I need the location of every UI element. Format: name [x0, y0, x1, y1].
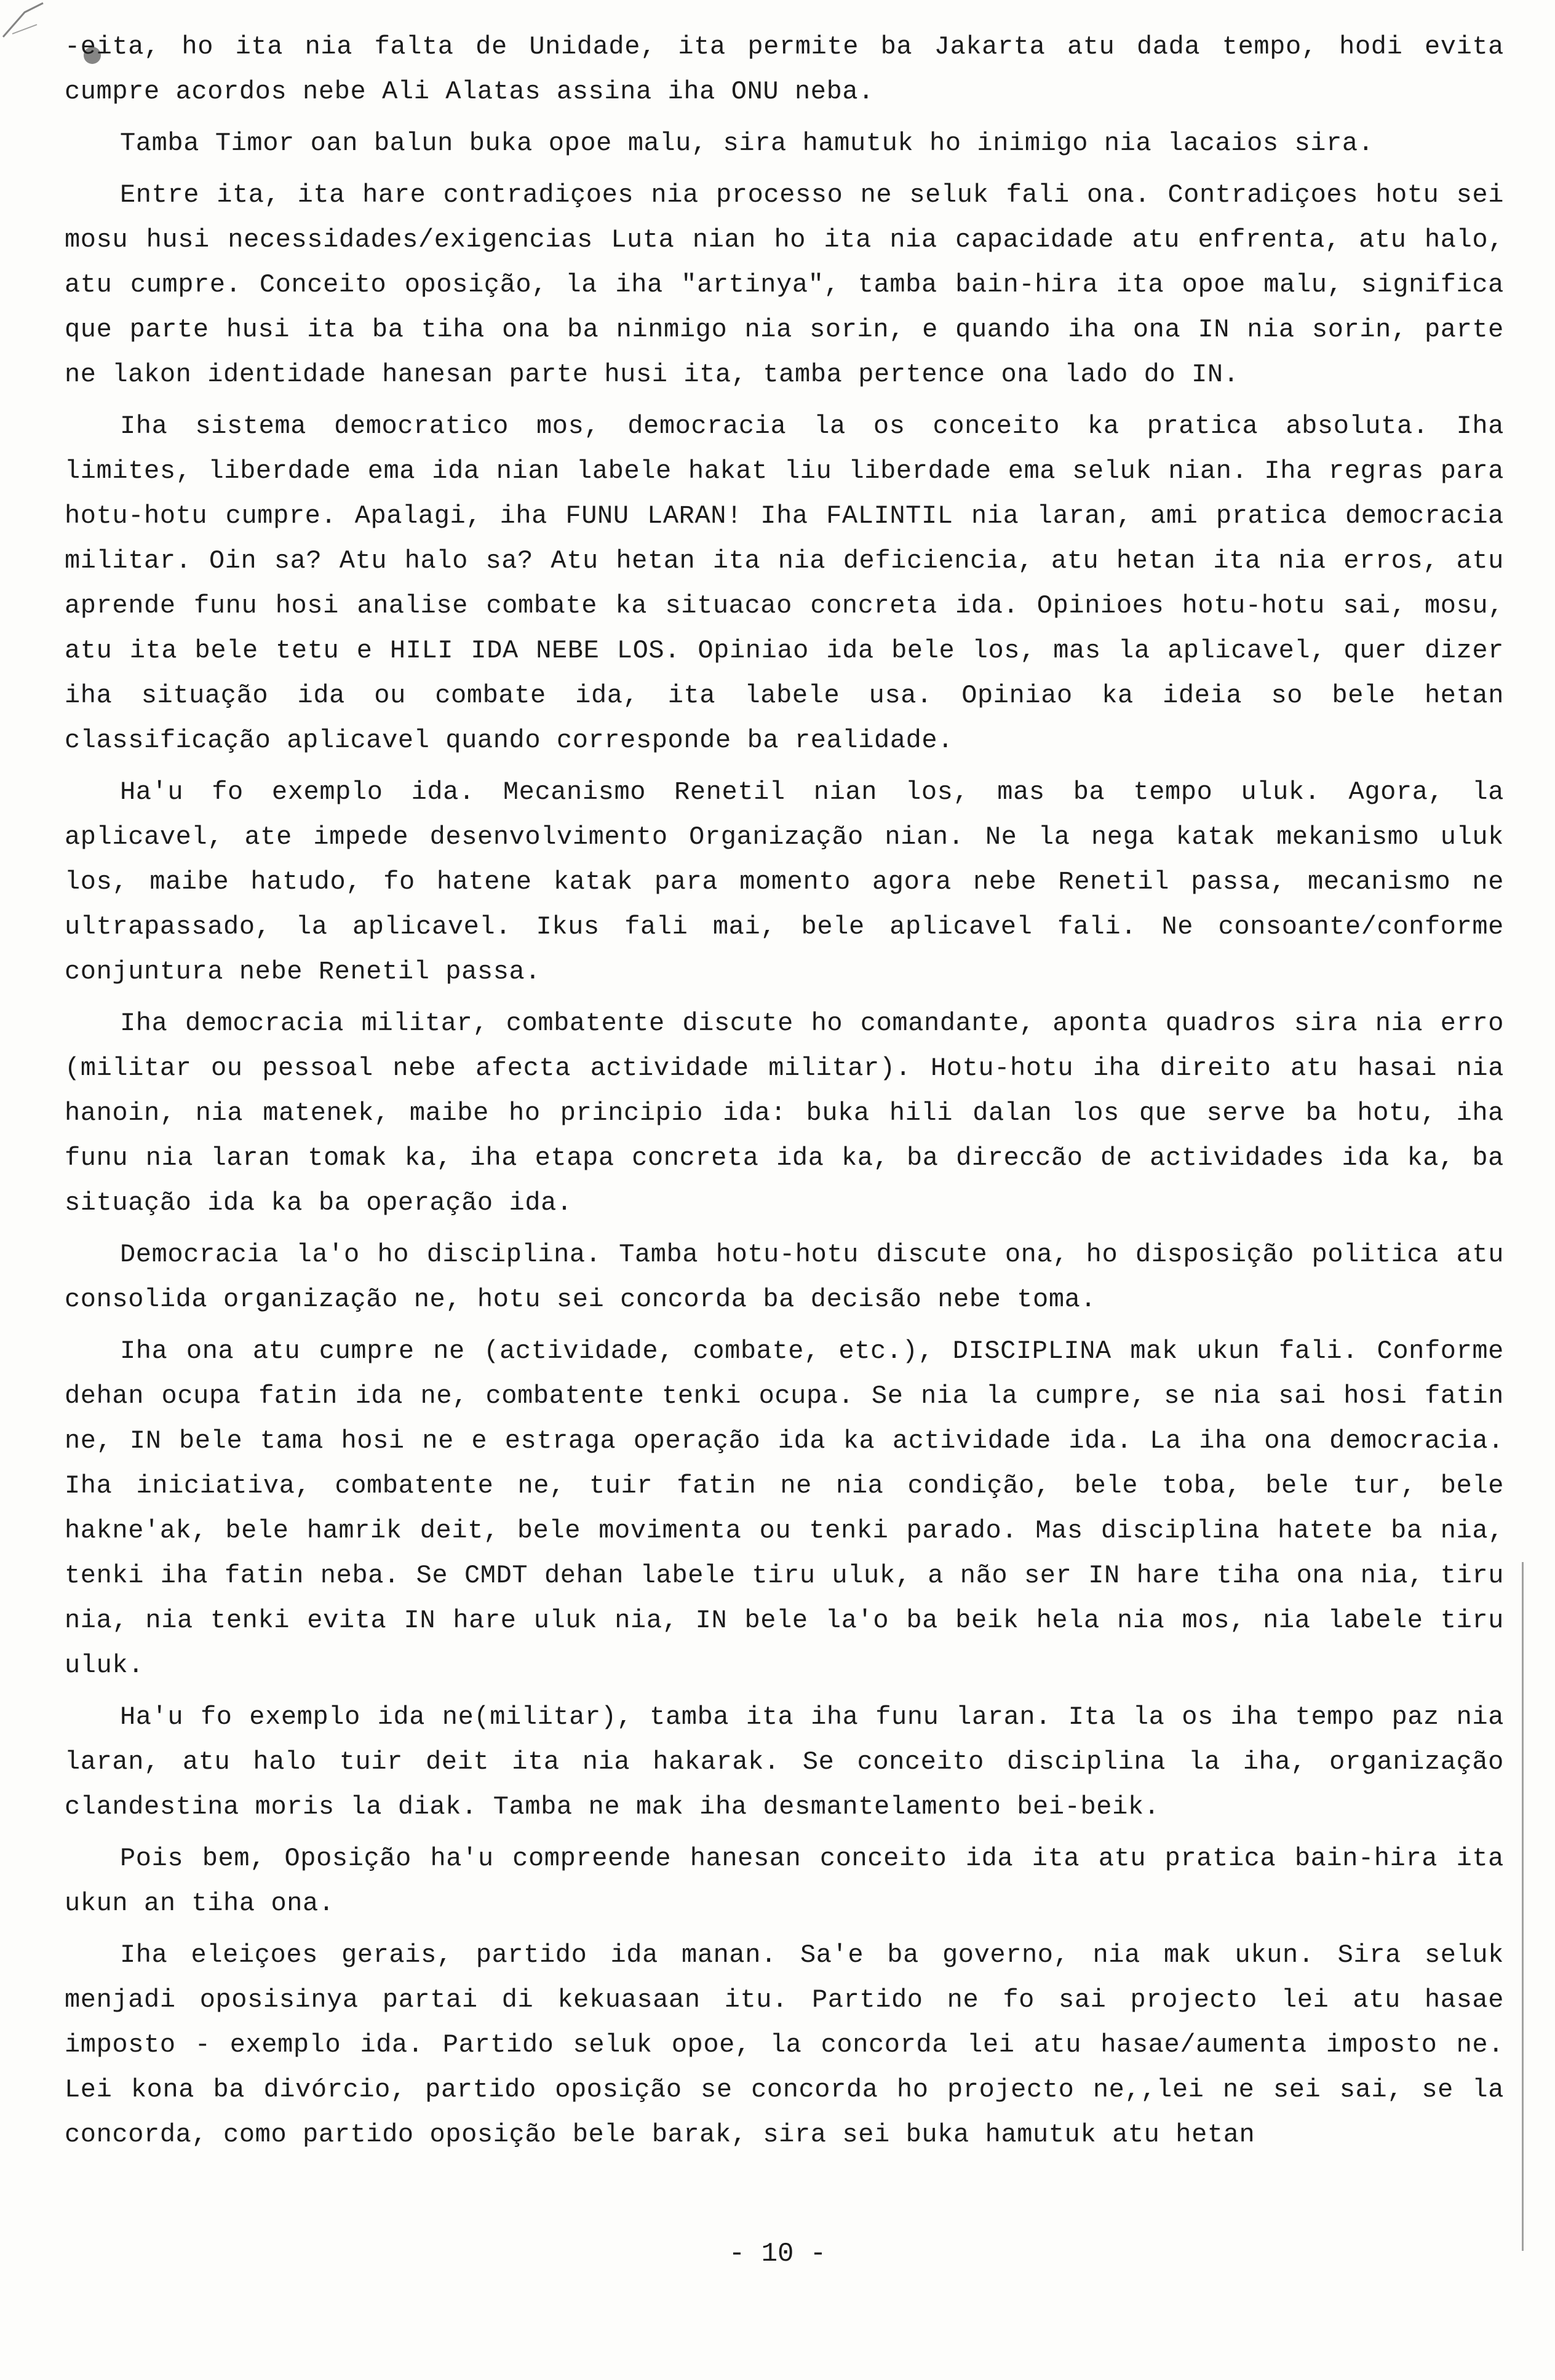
paragraph-2: Tamba Timor oan balun buka opoe malu, sira hamutuk ho inimigo nia lacaios sira. — [120, 129, 1374, 158]
page-number: - 10 - — [728, 2239, 827, 2269]
paragraph-1: -eita, ho ita nia falta de Unidade, ita permite ba Jakarta atu dada tempo, hodi evita cumpre acordos nebe Ali Alatas assina iha ONU neba. — [65, 32, 1504, 106]
paragraph-11: Iha eleiçoes gerais, partido ida manan. Sa'e ba governo, nia mak ukun. Sira seluk menjadi oposisinya partai di kekuasaan itu. Partido ne fo sai projecto lei atu hasae imposto - exemplo ida. Partido seluk opoe, la concorda lei atu hasae/aumenta imposto ne. Lei kona ba divórcio, partido oposição se concorda ho projecto ne,,lei ne sei sai, se la concorda, como partido oposição bele barak, sira sei buka hamutuk atu hetan — [65, 1940, 1504, 2149]
paragraph-8: Iha ona atu cumpre ne (actividade, combate, etc.), DISCIPLINA mak ukun fali. Conforme dehan ocupa fatin ida ne, combatente tenki ocupa. Se nia la cumpre, se nia sai hosi fatin ne, IN bele tama hosi ne e estraga operação ida ka actividade ida. La iha ona democracia. Iha iniciativa, combatente ne, tuir fatin ne nia condição, bele toba, bele tur, bele hakne'ak, bele hamrik deit, bele movimenta ou tenki parado. Mas disciplina hatete ba nia, tenki iha fatin neba. Se CMDT dehan labele tiru uluk, a não ser IN hare tiha ona nia, tiru nia, nia tenki evita IN hare uluk nia, IN bele la'o ba beik hela nia mos, nia labele tiru uluk. — [65, 1336, 1504, 1680]
paragraph-5: Ha'u fo exemplo ida. Mecanismo Renetil nian los, mas ba tempo uluk. Agora, la aplicavel, ate impede desenvolvimento Organização nian. Ne la nega katak mekanismo uluk los, maibe hatudo, fo hatene katak para momento agora nebe Renetil passa, mecanismo ne ultrapassado, la aplicavel. Ikus fali mai, bele aplicavel fali. Ne consoante/conforme conjuntura nebe Renetil passa. — [65, 777, 1504, 986]
margin-scan-line — [1522, 1562, 1524, 2251]
paragraph-6: Iha democracia militar, combatente discute ho comandante, aponta quadros sira nia erro (militar ou pessoal nebe afecta actividade militar). Hotu-hotu iha direito atu hasai nia hanoin, nia matenek, maibe ho principio ida: buka hili dalan los que serve ba hotu, iha funu nia laran tomak ka, iha etapa concreta ida ka, ba direccão de actividades ida ka, ba situação ida ka ba operação ida. — [65, 1009, 1504, 1218]
paragraph-4: Iha sistema democratico mos, democracia la os conceito ka pratica absoluta. Iha limites, liberdade ema ida nian labele hakat liu liberdade ema seluk nian. Iha regras para hotu-hotu cumpre. Apalagi, iha FUNU LARAN! Iha FALINTIL nia laran, ami pratica democracia militar. Oin sa? Atu halo sa? Atu hetan ita nia deficiencia, atu hetan ita nia erros, atu aprende funu hosi analise combate ka situacao concreta ida. Opinioes hotu-hotu sai, mosu, atu ita bele tetu e HILI IDA NEBE LOS. Opiniao ida bele los, mas la aplicavel, quer dizer iha situação ida ou combate ida, ita labele usa. Opiniao ka ideia so bele hetan classificação aplicavel quando corresponde ba realidade. — [65, 411, 1504, 755]
paragraph-10: Pois bem, Oposição ha'u compreende hanesan conceito ida ita atu pratica bain-hira ita ukun an tiha ona. — [65, 1844, 1504, 1918]
paragraph-3: Entre ita, ita hare contradiçoes nia processo ne seluk fali ona. Contradiçoes hotu sei mosu husi necessidades/exigencias Luta nian ho ita nia capacidade atu enfrenta, atu halo, atu cumpre. Conceito oposição, la iha "artinya", tamba bain-hira ita opoe malu, significa que parte husi ita ba tiha ona ba ninmigo nia sorin, e quando iha ona IN nia sorin, parte ne lakon identidade hanesan parte husi ita, tamba pertence ona lado do IN. — [65, 180, 1504, 389]
paragraph-7: Democracia la'o ho disciplina. Tamba hotu-hotu discute ona, ho disposição politica atu consolida organização ne, hotu sei concorda ba decisão nebe toma. — [65, 1240, 1504, 1314]
paragraph-9: Ha'u fo exemplo ida ne(militar), tamba ita iha funu laran. Ita la os iha tempo paz nia laran, atu halo tuir deit ita nia hakarak. Se conceito disciplina la iha, organização clandestina moris la diak. Tamba ne mak iha desmantelamento bei-beik. — [65, 1702, 1504, 1822]
document-body — [65, 25, 1504, 2164]
